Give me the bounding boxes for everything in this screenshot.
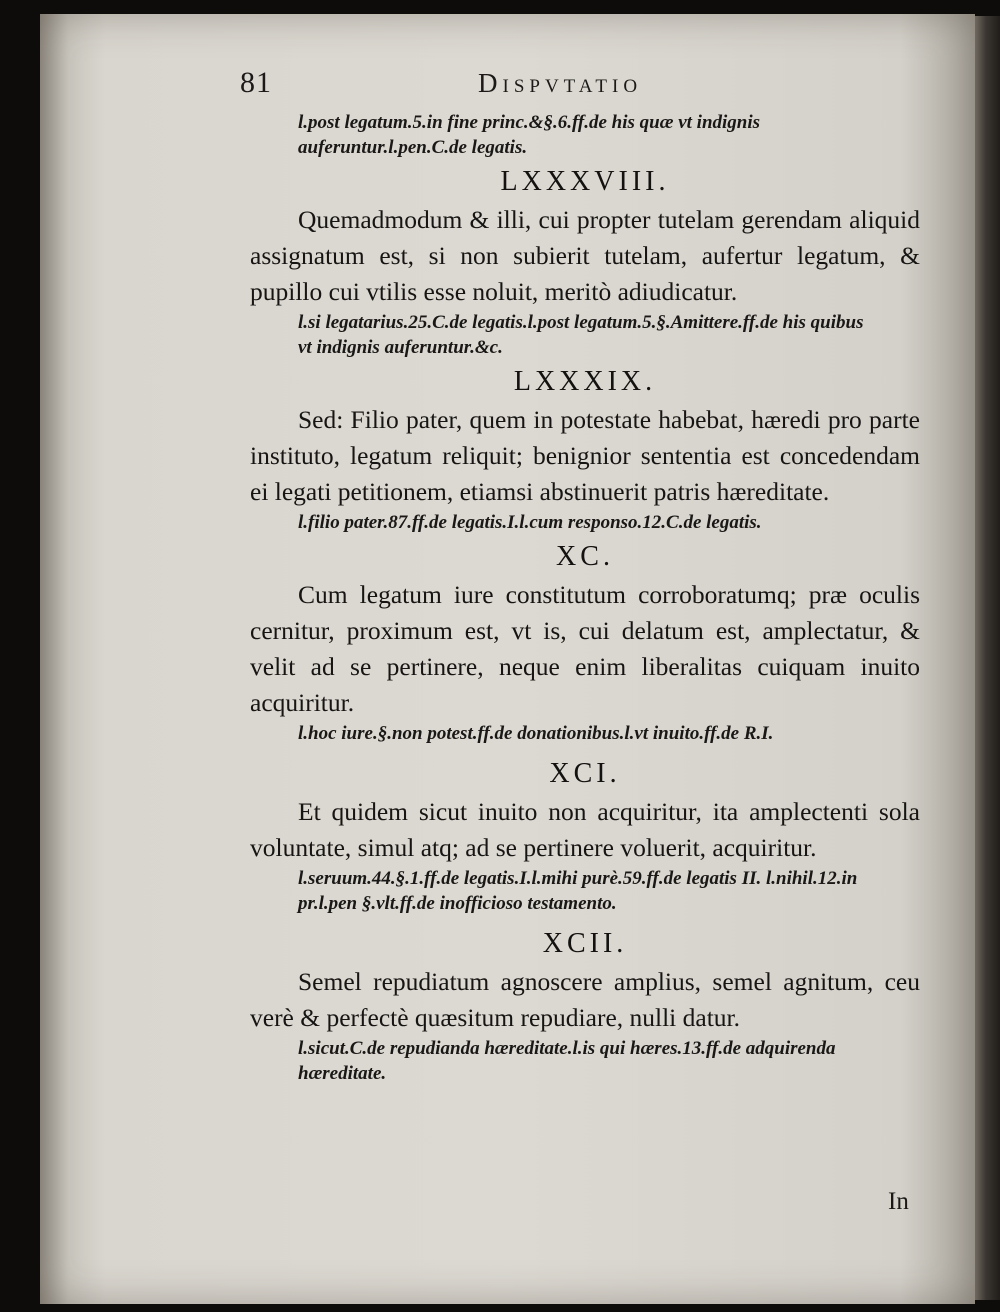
thesis-numeral: XCII. — [542, 928, 628, 959]
citation-note: l.sicut.C.de repudianda hæreditate.l.is qui hæres.13.ff.de adquirenda hæreditate. — [298, 1038, 836, 1084]
thesis-text: Et quidem sicut inuito non acquiritur, ita amplectenti sola voluntate, simul atq; ad se pertinere voluerit, acquiritur. — [250, 797, 920, 862]
catchword: In — [888, 1188, 909, 1215]
page-number: 81 — [240, 66, 272, 99]
thesis-text: Semel repudiatum agnoscere amplius, semel agnitum, ceu verè & perfectè quæsitum repudiare, nulli datur. — [250, 967, 920, 1032]
thesis-numeral: LXXXVIII. — [500, 166, 670, 197]
thesis-text: Cum legatum iure constitutum corroboratumq; præ oculis cernitur, proximum est, vt is, cui delatum est, amplectatur, & velit ad se pertinere, neque enim liberalitas cuiquam inuito acquiritur. — [250, 580, 920, 717]
thesis-numeral: LXXXIX. — [513, 366, 657, 397]
thesis-numeral: XC. — [556, 541, 614, 572]
running-head: Dispvtatio — [478, 68, 643, 98]
citation-note: l.seruum.44.§.1.ff.de legatis.I.l.mihi purè.59.ff.de legatis II. l.nihil.12.in pr.l.pen §.vlt.ff.de inofficioso testamento. — [298, 868, 858, 914]
citation-note: l.filio pater.87.ff.de legatis.I.l.cum responso.12.C.de legatis. — [298, 512, 762, 533]
page-header — [240, 66, 940, 106]
thesis-text: Sed: Filio pater, quem in potestate habebat, hæredi pro parte instituto, legatum reliquit; benignior sententia est concedendam ei legati petitionem, etiamsi abstinuerit patris hæreditate. — [250, 405, 920, 506]
citation-note: l.hoc iure.§.non potest.ff.de donationibus.l.vt inuito.ff.de R.I. — [298, 723, 774, 744]
citation-note: l.si legatarius.25.C.de legatis.l.post legatum.5.§.Amittere.ff.de his quibus vt indignis auferuntur.&c. — [298, 312, 864, 358]
citation-note: l.post legatum.5.in fine princ.&§.6.ff.de his quæ vt indignis auferuntur.l.pen.C.de legatis. — [298, 112, 761, 158]
thesis-numeral: XCI. — [549, 758, 621, 789]
thesis-text: Quemadmodum & illi, cui propter tutelam gerendam aliquid assignatum est, si non subierit tutelam, aufertur legatum, & pupillo cui vtilis esse noluit, meritò adiudicatur. — [250, 205, 920, 306]
page-body — [250, 110, 920, 1086]
